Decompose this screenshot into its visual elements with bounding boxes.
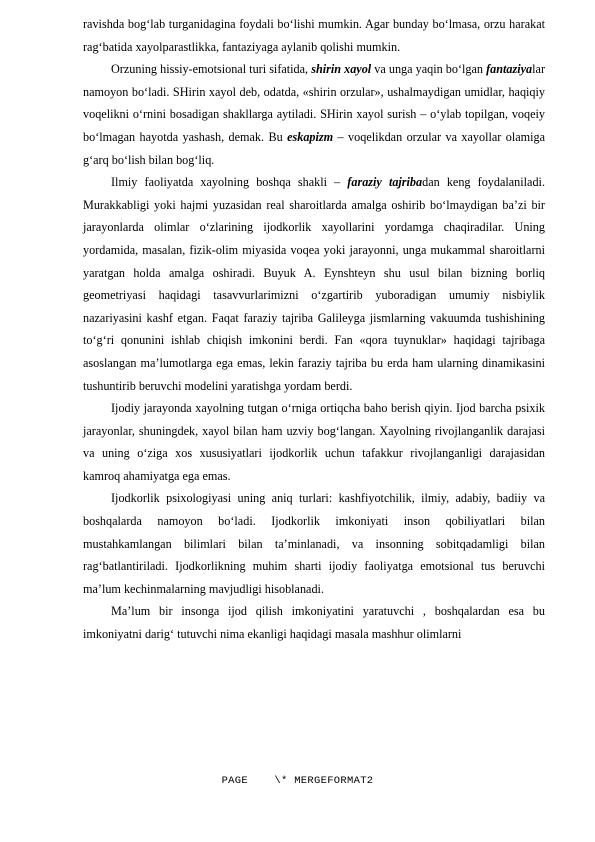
text-run: ravishda bog‘lab turganidagina foydali bo‘lishi mumkin. Agar bunday bo‘lmasa, orzu harakat rag‘batida xayolparastlikka, fantaziyaga aylanib qolishi mumkin. [83,17,545,54]
body-text [83,13,545,646]
paragraph [83,487,545,600]
paragraph [83,13,545,58]
text-run: Orzuning hissiy-emotsional turi sifatida, [111,62,312,77]
paragraph [83,171,545,397]
emphasized-term: faraziy tajriba [347,175,423,190]
text-run: Ilmiy faoliyatda xayolning boshqa shakli – [111,175,348,190]
paragraph [83,58,545,171]
text-run: Ijodiy jarayonda xayolning tutgan o‘rniga ortiqcha baho berish qiyin. Ijod barcha psixik jarayonlar, shuningdek, xayol bilan ham uzviy bog‘langan. Xayolning rivojlanganlik darajasi va uning o‘ziga xos xususiyatlari ijodkorlik uchun tafakkur rivojlanganligi darajasidan kamroq ahamiyatga ega emas. [83,401,545,483]
page-footer-field: PAGE \* MERGEFORMAT2 [221,775,374,787]
emphasized-term: shirin xayol [311,62,372,77]
paragraph [83,600,545,645]
text-run: Ma’lum bir insonga ijod qilish imkoniyatini yaratuvchi , boshqalardan esa bu imkoniyatni darig‘ tutuvchi nima ekanligi haqidagi masala mashhur olimlarni [83,604,545,642]
text-run: dan keng foydalaniladi. Murakkabligi yoki hajmi yuzasidan real sharoitlarda amalga oshirib bo‘lmaydigan ba’zi bir jarayonlarda olimlar o‘zlarining ijodkorlik xayollarini yordamga chaqiradilar. Uning yordamida, masalan, fizik-olim miyasida voqea yoki jarayonni, unga mukammal sharoitlarni yaratgan holda amalga oshiradi. Buyuk A. Eynshteyn shu usul bilan bizning borliq geometriyasi haqidagi tasavvurlarimizni o‘zgartirib yuboradigan umumiy nisbiylik nazariyasini kashf etgan. Faqat faraziy tajriba Galileyga jismlarning vakuumda tushishining to‘g‘ri qonunini ishlab chiqish imkonini berdi. Fan «qora tuynuklar» haqidagi tajribaga asoslangan ma’lumotlarga ega emas, lekin faraziy tajriba bu erda ham ularning dinamikasini tushuntirib beruvchi modelini yaratishga yordam berdi. [83,175,545,393]
paragraph [83,397,545,487]
emphasized-term: fantaziya [486,62,533,77]
text-run: – voqelikdan orzular va xayollar olamiga g‘arq bo‘lish bilan bog‘liq. [83,129,545,167]
text-run: va unga yaqin bo‘lgan [371,62,487,77]
text-run: lar namoyon bo‘ladi. SHirin xayol deb, odatda, «shirin orzular», ushalmaydigan umidlar, haqiqiy voqelikni o‘rnini bosadigan shakllarga aytiladi. SHirin xayol surish – o‘ylab topilgan, voqeiy bo‘lmagan hayotda yashash, demak. Bu [83,62,546,144]
text-run: Ijodkorlik psixologiyasi uning aniq turlari: kashfiyotchilik, ilmiy, adabiy, badiiy va boshqalarda namoyon bo‘ladi. Ijodkorlik imkoniyati inson qobiliyatlari bilan mustahkamlangan bilimlari bilan ta’minlanadi, va insonning sobitqadamligi bilan rag‘batlantiriladi. Ijodkorlikning muhim sharti ijodiy faoliyatga emotsional tus beruvchi ma’lum kechinmalarning mavjudligi hisoblanadi. [83,491,545,596]
emphasized-term: eskapizm [287,129,334,144]
